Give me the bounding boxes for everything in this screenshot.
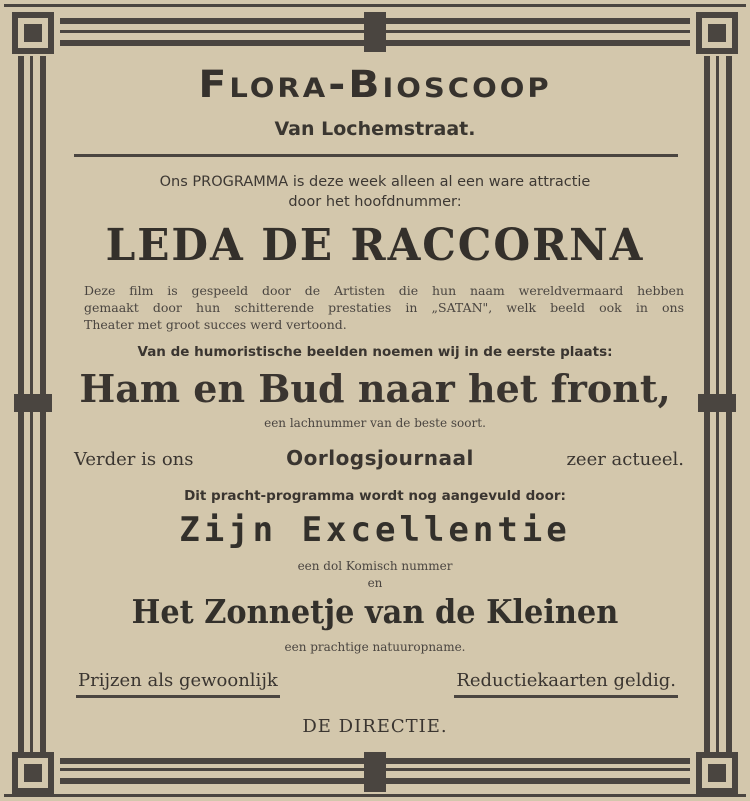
desc-line-3: Theater met groot succes werd vertoond. (84, 317, 347, 332)
comedy-film-subtitle (60, 558, 690, 592)
feature-description (84, 282, 684, 333)
signature: DE DIRECTIE. (302, 716, 448, 737)
discount-note: Reductiekaarten geldig. (454, 670, 678, 698)
feature-film-title: LEDA DE RACCORNA (105, 220, 645, 271)
nature-film-title: Het Zonnetje van de Kleinen (131, 592, 619, 631)
price-info-row (76, 670, 678, 698)
humor-film-subtitle: een lachnummer van de beste soort. (264, 416, 486, 430)
newsreel-title: Oorlogsjournaal (286, 446, 474, 470)
nature-film-subtitle: een prachtige natuuropname. (284, 640, 466, 654)
cinema-address: Van Lochemstraat. (274, 118, 476, 140)
conjunction: en (367, 576, 383, 590)
program-intro (60, 172, 690, 212)
intro-line-2: door het hoofdnummer: (288, 194, 462, 210)
newsreel-suffix: zeer actueel. (566, 449, 684, 470)
intro-line-1: Ons PROGRAMMA is deze week alleen al een ware attractie (159, 174, 591, 190)
newsreel-prefix: Verder is ons (74, 449, 194, 470)
comedy-film-title: Zijn Excellentie (179, 510, 571, 550)
supplement-intro: Dit pracht-programma wordt nog aangevuld door: (184, 488, 566, 504)
desc-line-2: gemaakt door hun schitterende prestaties in „SATAN", welk beeld ook in ons (84, 300, 684, 315)
desc-line-1: Deze film is gespeeld door de Artisten die hun naam wereldvermaard hebben (84, 283, 684, 298)
comedy-desc: een dol Komisch nummer (297, 559, 453, 573)
cinema-title: Flora-Bioscoop (198, 61, 552, 107)
advertisement (60, 56, 690, 746)
newsreel-line (74, 446, 684, 470)
prices-note: Prijzen als gewoonlijk (76, 670, 280, 698)
divider (74, 154, 678, 157)
humor-film-title: Ham en Bud naar het front, (79, 366, 671, 411)
humor-intro: Van de humoristische beelden noemen wij in de eerste plaats: (137, 344, 613, 360)
